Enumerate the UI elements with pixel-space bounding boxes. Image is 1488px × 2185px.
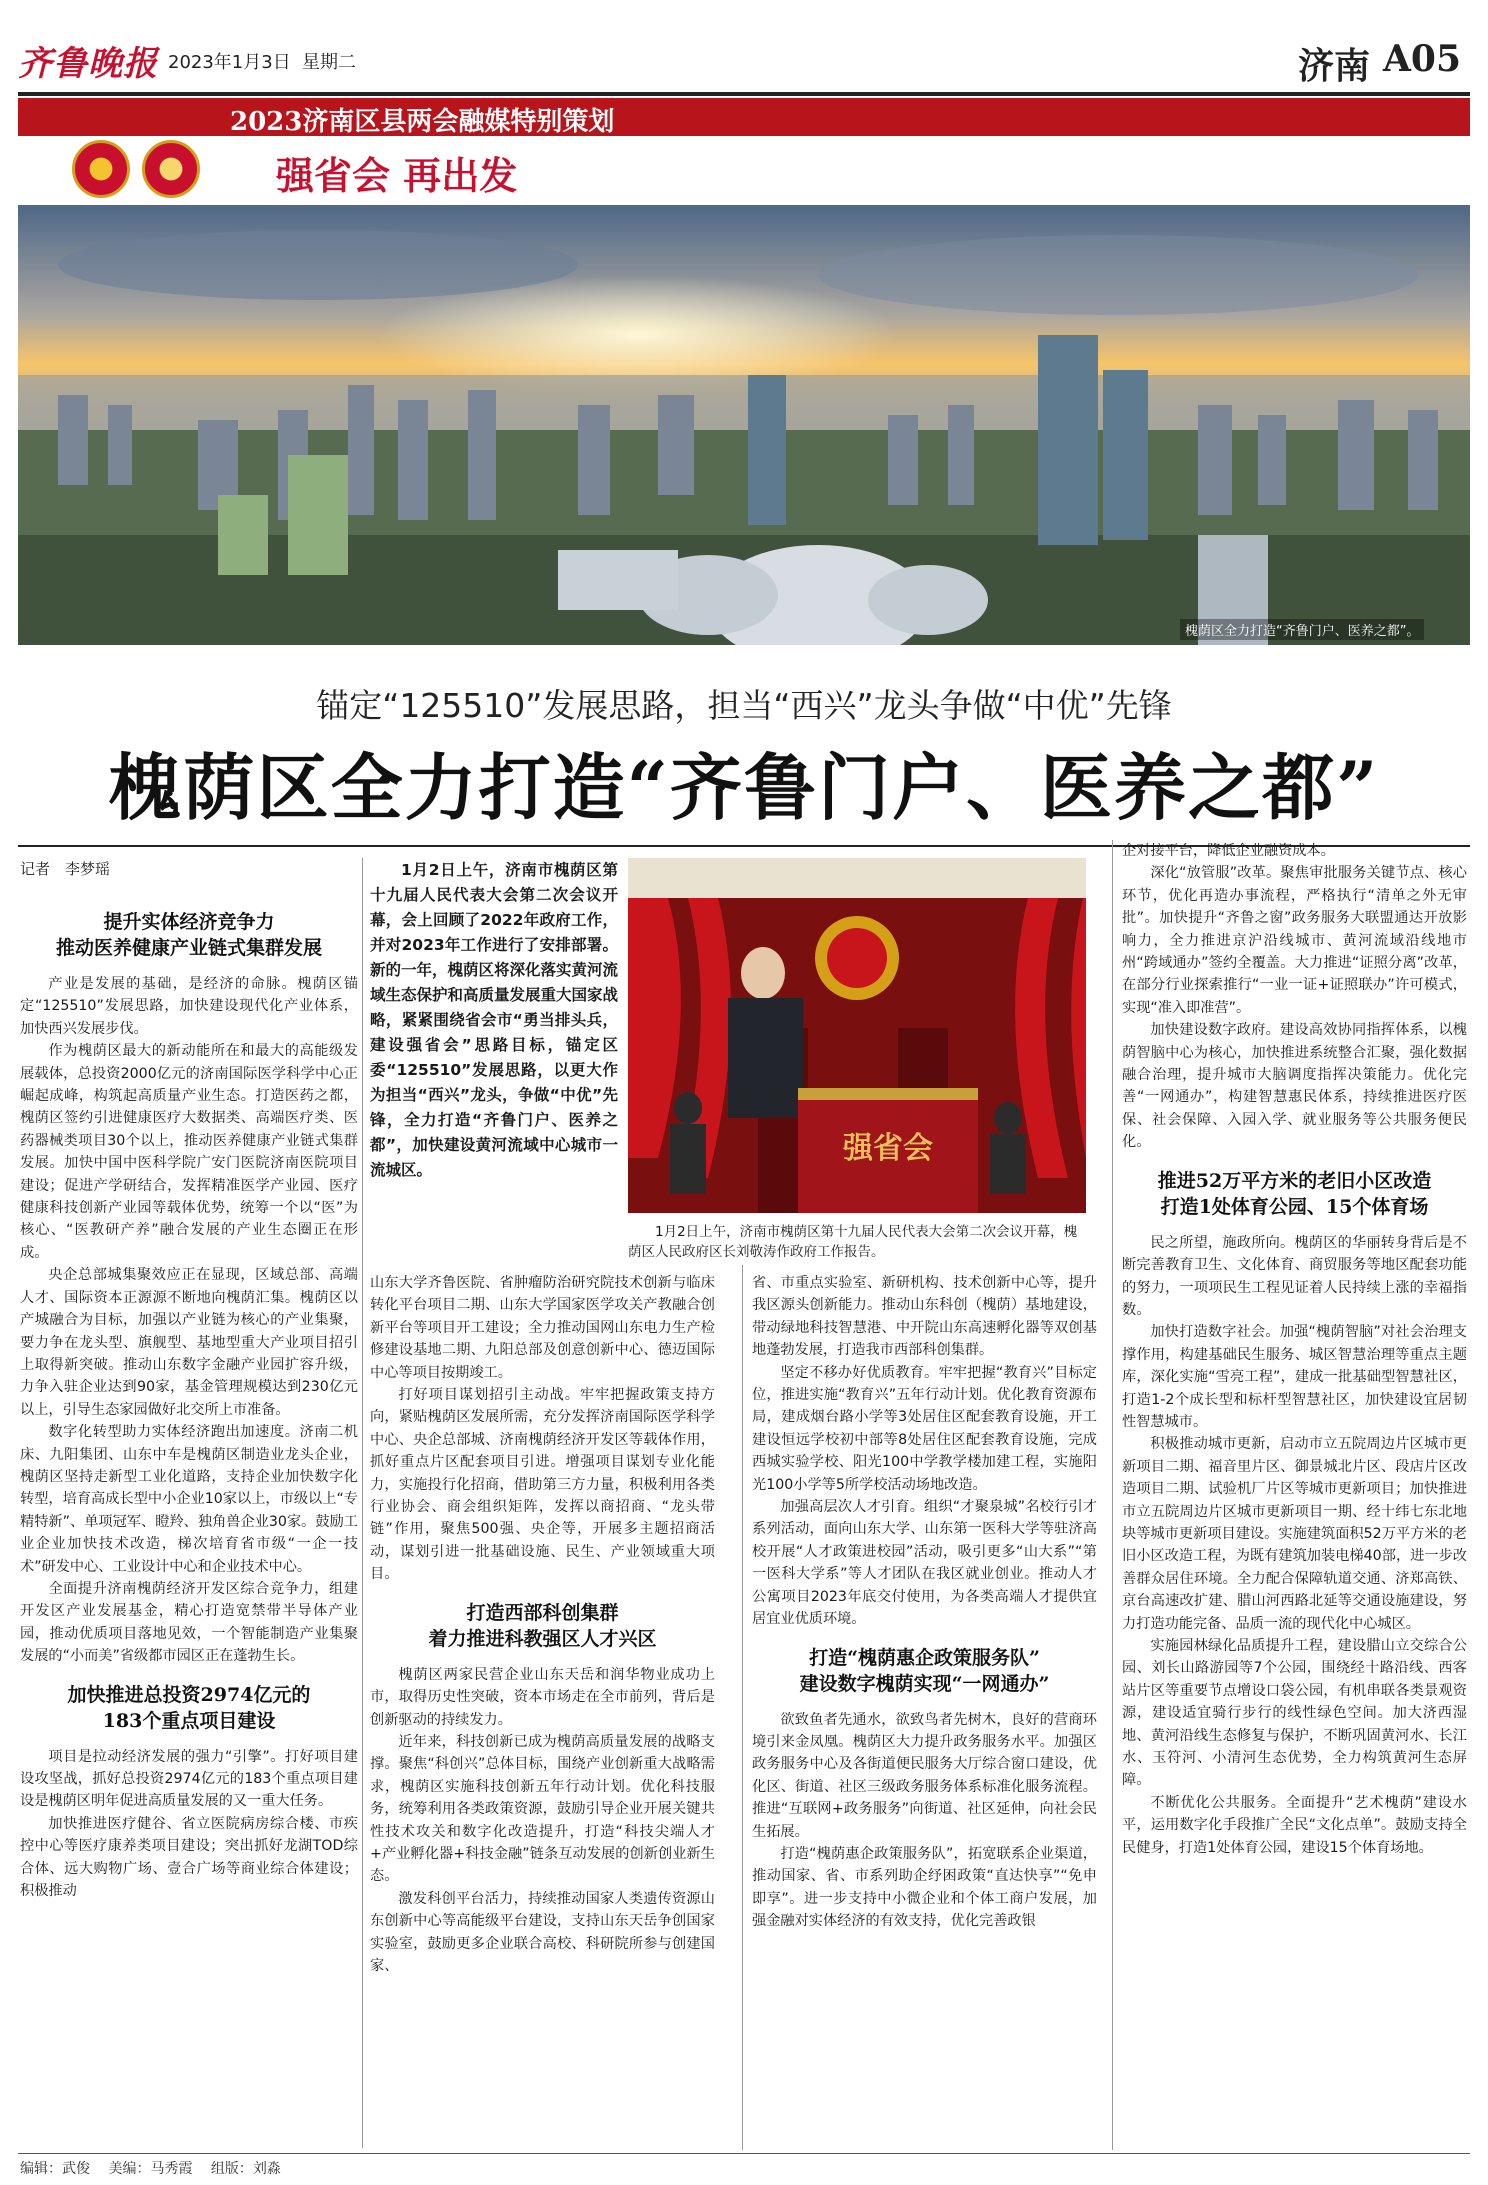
column-divider [742,1265,743,2150]
paragraph: 加快建设数字政府。建设高效协同指挥体系，以槐荫智脑中心为核心，加快推进系统整合汇聚，强化数据融合治理，提升城市大脑调度指挥决策能力。优化完善“一网通办”，构建智慧惠民体系，持续推进医疗医保、社会保障、入园入学、就业服务等公共服务便民化。 [1122,1022,1467,1151]
headline-kicker: 锚定“125510”发展思路，担当“西兴”龙头争做“中优”先锋 [316,686,1172,725]
masthead-rule [18,92,1470,96]
paragraph: 激发科创平台活力，持续推动国家人类遗传资源山东创新中心等高能级平台建设，支持山东天岳争创国家实验室，鼓励更多企业联合高校、科研院所参与创建国家、 [370,1890,715,1974]
reporter-byline: 记者 李梦瑶 [20,860,111,878]
podium-text: 强省会 [843,1131,933,1166]
section-heading: 打造1处体育公园、15个体育场 [1160,1195,1429,1218]
footer-rule [18,2153,1470,2154]
paragraph: 央企总部城集聚效应正在显现，区域总部、高端人才、国际资本正源源不断地向槐荫汇集。槐荫区以产城融合为目标，加强以产业链为核心的产业集聚，要力争在龙头型、旗舰型、基地型重大产业项目招引上取得新突破。推动山东数字金融产业园扩容升级，力争入驻企业达到90家，基金管理规模达到230亿元以上，引导生态家园做好北交所上市准备。 [20,1267,358,1418]
paragraph: 打造“槐荫惠企政策服务队”，拓宽联系企业渠道，推动国家、省、市系列助企纾困政策“直达快享”“免申即享”。进一步支持中小微企业和个体工商户发展，加强金融对实体经济的有效支持，优化完善政银 [752,1845,1097,1930]
paragraph: 槐荫区两家民营企业山东天岳和润华物业成功上市，取得历史性突破，资本市场走在全市前列，背后是创新驱动的持续发力。 [370,1666,715,1728]
special-report-subtitle: 强省会 再出发 [276,153,518,198]
page-credits [20,2158,295,2178]
paragraph: 省、市重点实验室、新研机构、技术创新中心等，提升我区源头创新能力。推动山东科创（槐荫）基地建设，带动绿地科技智慧港、中开院山东高速孵化器等双创基地蓬勃发展，打造我市西部科创集群。 [752,1275,1097,1359]
article-column-1 [20,895,358,2150]
section-city: 济南 [1298,45,1371,87]
paragraph: 企对接平台，降低企业融资成本。 [1122,843,1335,859]
article-column-3 [752,1272,1097,2147]
section-heading: 提升实体经济竞争力 [103,911,275,933]
paragraph: 打好项目谋划招引主动战。牢牢把握政策支持方向，紧贴槐荫区发展所需，充分发挥济南国际医学科学中心、央企总部城、济南槐荫经济开发区等载体作用，抓好重点片区配套项目引进。增强项目谋划专业化能力，实施投行化招商，借助第三方力量，积极利用各类行业协会、商会组织矩阵，发挥以商招商、“龙头带链”作用，聚焦500强、央企等，开展多主题招商活动，谋划引进一批基础设施、民生、产业领域重大项目。 [370,1387,715,1583]
banner-caption: 槐荫区全力打造“齐鲁门户、医养之都”。 [1180,619,1424,640]
section-heading: 推进52万平方米的老旧小区改造 [1157,1169,1432,1192]
paragraph: 坚定不移办好优质教育。牢牢把握“教育兴”目标定位，推进实施“教育兴”五年行动计划。优化教育资源布局，建成烟台路小学等3处居住区配套教育设施，开工建设恒远学校初中部等8处居住区配套教育设施，完成西城实验学校、阳光100中学教学楼加建工程，实施阳光100小学等5所学校活动场地改造。 [752,1364,1097,1493]
paragraph: 全面提升济南槐荫经济开发区综合竞争力，组建开发区产业发展基金，精心打造宽禁带半导体产业园，推动优质项目落地见效，一个智能制造产业集聚发展的“小而美”省级都市园区正在蓬勃生长。 [20,1580,358,1665]
paragraph: 实施园林绿化品质提升工程，建设腊山立交综合公园、刘长山路游园等7个公园，围绕经十路沿线、西客站片区等重要节点增设口袋公园，有机串联各类景观资源，建设适宜骑行步行的线性绿色空间。加大济西湿地、黄河沿线生态修复与保护，不断巩固黄河水、长江水、玉符河、小清河生态优势，全力构筑黄河生态屏障。 [1122,1638,1467,1789]
paragraph: 加强高层次人才引育。组织“才聚泉城”名校行引才系列活动，面向山东大学、山东第一医科大学等驻济高校开展“人才政策进校园”活动，吸引更多“山大系”“第一医科大学系”等人才团队在我区就业创业。推动人才公寓项目2023年底交付使用，为各类高端人才提供宜居宜业优质环境。 [752,1499,1097,1628]
column-divider [1112,840,1113,2150]
page-number: A05 [1383,38,1462,80]
paragraph: 加快推进医疗健谷、省立医院病房综合楼、市疾控中心等医疗康养类项目建设；突出抓好龙湖TOD综合体、远大购物广场、壹合广场等商业综合体建设；积极推动 [20,1815,358,1900]
paragraph: 产业是发展的基础，是经济的命脉。槐荫区锚定“125510”发展思路，加快建设现代化产业体系，加快西兴发展步伐。 [20,976,358,1037]
paragraph: 数字化转型助力实体经济跑出加速度。济南二机床、九阳集团、山东中车是槐荫区制造业龙头企业，槐荫区坚持走新型工业化道路，支持企业加快数字化转型，培育高成长型中小企业10家以上，市级以上“专精特新”、单项冠军、瞪羚、独角兽企业30家。鼓励工业企业加快技术改造，梯次培育省市级“一企一技术”研发中心、工业设计中心和企业技术中心。 [20,1424,358,1575]
section-heading: 打造西部科创集群 [466,1601,619,1624]
photo-caption: 1月2日上午，济南市槐荫区第十九届人民代表大会第二次会议开幕，槐荫区人民政府区长刘敬涛作政府工作报告。 [628,1224,1078,1260]
article-lead [370,858,618,1263]
lead-paragraph: 1月2日上午，济南市槐荫区第十九届人民代表大会第二次会议开幕，会上回顾了2022年政府工作，并对2023年工作进行了安排部署。新的一年，槐荫区将深化落实黄河流域生态保护和高质量发展重大国家战略，紧紧围绕省会市“勇当排头兵，建设强省会”思路目标，锚定区委“125510”发展思路，以更大作为担当“西兴”龙头，争做“中优”先锋，全力打造“齐鲁门户、医养之都”，加快建设黄河流域中心城市一流城区。 [370,861,618,1179]
special-report-title: 2023济南区县两会融媒特别策划 [230,107,615,137]
paragraph: 山东大学齐鲁医院、省肿瘤防治研究院技术创新与临床转化平台项目二期、山东大学国家医学攻关产教融合创新平台等项目开工建设；全力推动国网山东电力生产检修建设基地二期、九阳总部及创意创新中心、德迈国际中心等项目按期竣工。 [370,1275,715,1381]
paragraph: 民之所望，施政所向。槐荫区的华丽转身背后是不断完善教育卫生、文化体育、商贸服务等地区配套功能的努力，一项项民生工程见证着人民持续上涨的幸福指数。 [1122,1234,1467,1318]
issue-date: 2023年1月3日 [168,52,291,73]
paragraph: 近年来，科技创新已成为槐荫高质量发展的战略支撑。聚焦“科创兴”总体目标，围绕产业创新重大战略需求，槐荫区实施科技创新五年行动计划。优化科技服务，统筹利用各类政策资源，鼓励引导企业开展关键共性技术攻关和数字化改造提升，打造“科技尖端人才+产业孵化器+科技金融”链条互动发展的创新创业新生态。 [370,1733,715,1885]
paragraph: 欲致鱼者先通水，欲致鸟者先树木，良好的营商环境引来金凤凰。槐荫区大力提升政务服务水平。加强区政务服务中心及各街道便民服务大厅综合窗口建设，优化区、街道、社区三级政务服务体系标准化服务流程。推进“互联网+政务服务”向街道、社区延伸，向社会民生拓展。 [752,1711,1097,1840]
section-heading: 183个重点项目建设 [102,1709,276,1732]
issue-weekday: 星期二 [302,52,356,73]
article-column-2 [370,1272,715,2147]
paragraph: 项目是拉动经济发展的强力“引擎”。打好项目建设攻坚战，抓好总投资2974亿元的183个重点项目建设是槐荫区明年促进高质量发展的又一重大任务。 [20,1748,358,1810]
npc-emblem-icon [142,140,200,198]
article-column-4 [1122,840,1467,2148]
section-heading: 着力推进科教强区人才兴区 [428,1627,657,1650]
paragraph: 不断优化公共服务。全面提升“艺术槐荫”建设水平，运用数字化手段推广全民“文化点单”。鼓励支持全民健身，打造1处体育公园，建设15个体育场地。 [1122,1794,1467,1856]
main-headline: 槐荫区全力打造“齐鲁门户、医养之都” [108,745,1380,830]
conference-photo [628,858,1086,1213]
paragraph: 加快打造数字社会。加强“槐荫智脑”对社会治理支撑作用，构建基础民生服务、城区智慧治理等重点主题库，深化实施“雪亮工程”，建成一批基础型智慧社区，打造1-2个成长型和标杆型智慧社区，加快建设宜居韧性智慧城市。 [1122,1324,1467,1430]
paragraph: 作为槐荫区最大的新动能所在和最大的高能级发展载体，总投资2000亿元的济南国际医学科学中心正崛起成峰，构筑起高质量产业生态。打造医药之都，槐荫区签约引进健康医疗大数据类、高端医疗类、医药器械类项目30个以上，推动医养健康产业链式集群发展。加快中国中医科学院广安门医院济南医院项目建设；促进产学研结合，发挥精准医学产业园、医疗健康科技创新产业园等载体优势，统筹一个以“医”为核心、“医教研产养”融合发展的产业生态圈正在形成。 [20,1043,358,1261]
newspaper-logo: 齐鲁晚报 [18,44,158,84]
section-heading: 打造“槐荫惠企政策服务队” [809,1646,1040,1669]
paragraph: 积极推动城市更新，启动市立五院周边片区城市更新项目二期、福音里片区、御景城北片区、段店片区改造项目二期、试验机厂片区等城市更新项目；加快推进市立五院周边片区城市更新项目一期、经十纬七东北地块等城市更新项目建设。实施建筑面积52万平方米的老旧小区改造工程，为既有建筑加装电梯40部，进一步改善群众居住环境。全力配合保障轨道交通、济郑高铁、京台高速改扩建、腊山河西路北延等交通设施建设，努力打造功能完备、品质一流的现代化中心城区。 [1122,1436,1467,1632]
national-emblem-icon [72,140,130,198]
designer-credit: 美编：马秀霞 [108,2161,193,2177]
column-divider [362,858,363,2148]
editor-credit: 编辑：武俊 [20,2161,90,2177]
paragraph: 深化“放管服”改革。聚焦审批服务关键节点、核心环节，优化再造办事流程，严格执行“清单之外无审批”。加快提升“齐鲁之窗”政务服务大联盟通达开放影响力，全力推进京沪沿线城市、黄河流域沿线地市州“跨域通办”签约全覆盖。大力推进“证照分离”改革，在部分行业探索推行“一业一证+证照联办”许可模式，实现“准入即准营”。 [1122,865,1467,1016]
city-skyline-photo [18,205,1470,645]
section-heading: 推动医养健康产业链式集群发展 [55,937,322,959]
section-heading: 建设数字槐荫实现“一网通办” [799,1672,1050,1695]
section-heading: 加快推进总投资2974亿元的 [67,1683,311,1706]
layout-credit: 组版：刘淼 [210,2161,281,2177]
